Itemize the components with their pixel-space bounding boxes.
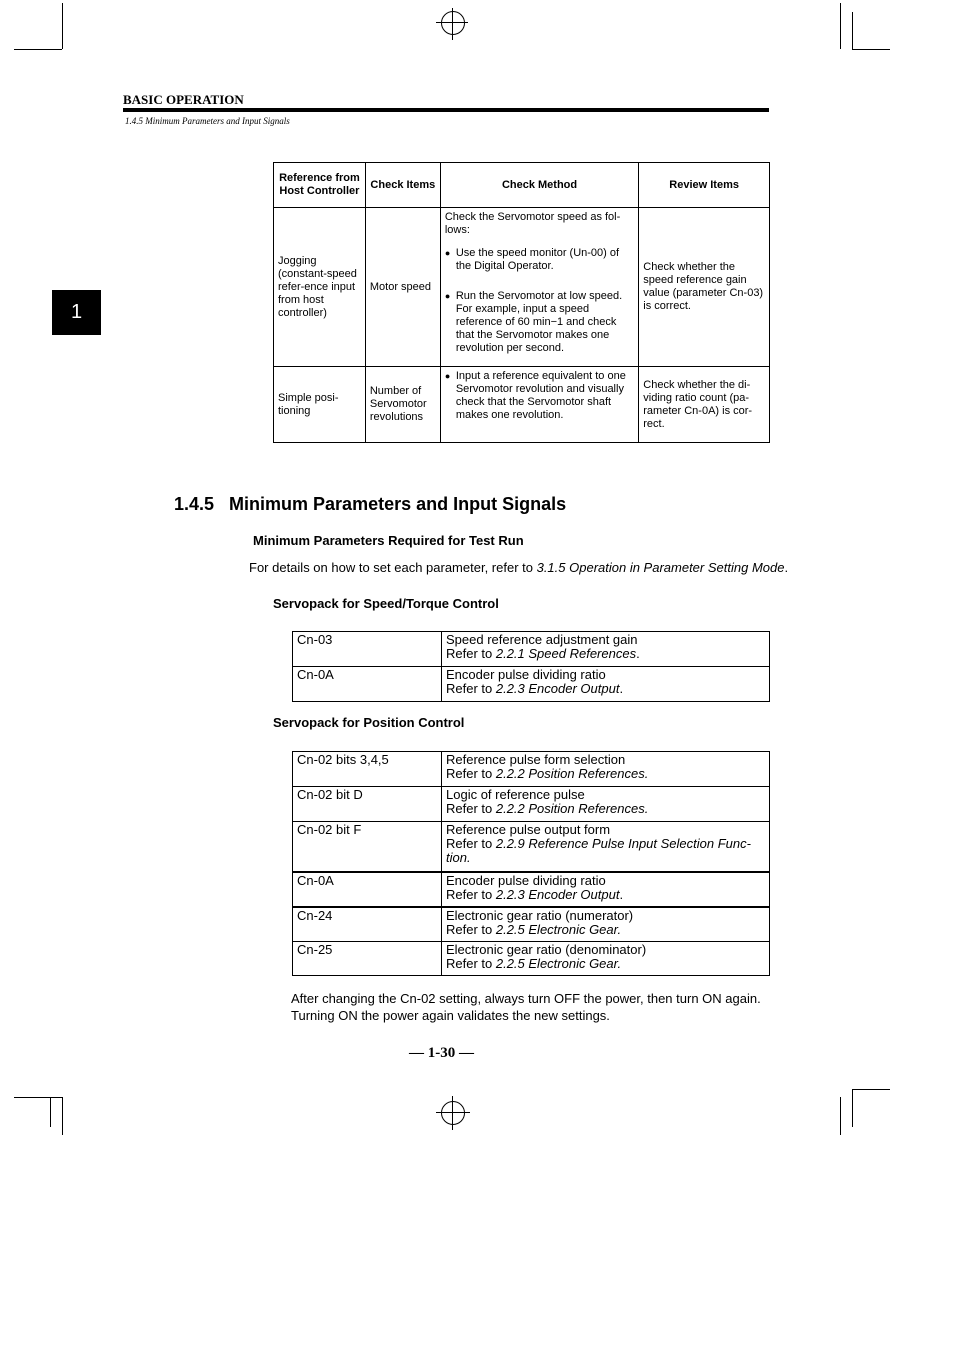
col-header-review-items: Review Items [639,163,770,208]
intro-reference: 3.1.5 Operation in Parameter Setting Mode [536,560,785,575]
param-ref-line [446,802,765,816]
param-desc-cell [442,907,770,942]
param-ref: 2.2.5 Electronic Gear. [495,956,622,971]
refer-prefix: Refer to [446,836,496,851]
param-cell: Cn-0A [293,872,442,907]
refer-prefix: Refer to [446,886,496,902]
col-header-check-method: Check Method [440,163,638,208]
param-desc: Electronic gear ratio (numerator) [446,907,634,923]
param-ref-line [446,647,765,661]
param-desc-cell [442,667,770,702]
ref-suffix: . [619,681,624,696]
section-title: 1.4.5 Minimum Parameters and Input Signals [174,494,567,514]
table-row [274,208,770,367]
method-bullet: ● Use the speed monitor (Un-00) of the Digital Operator. [445,247,634,273]
check-method-cell [440,367,638,443]
refer-prefix: Refer to [446,956,496,971]
param-desc: Electronic gear ratio (denominator) [446,942,647,957]
refer-prefix: Refer to [446,921,496,937]
refer-prefix: Refer to [446,681,496,696]
table-row [293,872,770,907]
param-ref-line [446,957,765,971]
chapter-tab: 1 [52,290,101,335]
param-cell: Cn-02 bit F [293,822,442,872]
param-desc: Reference pulse form selection [446,752,626,767]
reference-cell: Jogging (constant-speed refer-ence input from host controller) [274,208,366,367]
param-ref: 2.2.2 Position References. [495,766,649,781]
position-table [292,751,770,976]
method-bullet: ● Run the Servomotor at low speed. For example, input a speed reference of 60 min−1 and check that the Servomotor makes one revolution per second. [445,290,634,355]
param-cell: Cn-25 [293,942,442,976]
table-row [293,752,770,787]
refer-prefix: Refer to [446,646,496,661]
refer-prefix: Refer to [446,766,496,781]
subsection-title: Minimum Parameters Required for Test Run [253,533,524,548]
param-ref: 2.2.3 Encoder Output [495,886,620,902]
refer-prefix: Refer to [446,801,496,816]
param-ref-line [446,682,765,696]
intro-end: . [784,560,789,575]
check-table-header [274,163,770,208]
running-header-title: BASIC OPERATION [123,92,244,107]
method-intro: Check the Servomotor speed as fol-lows: [444,211,621,236]
param-desc-cell [442,787,770,822]
param-cell: Cn-03 [293,632,442,667]
power-cycle-note: After changing the Cn-02 setting, always turn OFF the power, then turn ON again. Turning ON the power again validates the new settings. [291,991,761,1023]
param-cell: Cn-02 bit D [293,787,442,822]
param-ref: 2.2.2 Position References. [495,801,649,816]
check-item-cell: Number of Servomotor revolutions [365,367,440,443]
param-ref-line [446,888,765,902]
running-header-subtitle: 1.4.5 Minimum Parameters and Input Signals [125,116,290,126]
param-desc-cell [442,872,770,907]
header-rule [123,108,769,112]
intro-text: For details on how to set each parameter, refer to [249,560,537,575]
param-desc-cell [442,822,770,872]
col-header-check-items: Check Items [365,163,440,208]
table-row [293,632,770,667]
param-desc: Encoder pulse dividing ratio [446,667,606,682]
intro-paragraph [249,560,788,575]
param-desc-cell [442,632,770,667]
page-number: — 1-30 — [409,1045,474,1061]
table-row [293,942,770,976]
table-row [293,787,770,822]
col-header-reference: Reference from Host Controller [274,163,366,208]
table-row [293,667,770,702]
param-ref-line [446,923,765,937]
param-desc: Reference pulse output form [446,822,611,837]
review-item-cell: Check whether the di-viding ratio count (pa-rameter Cn-0A) is cor-rect. [639,367,770,443]
reference-cell: Simple posi-tioning [274,367,366,443]
param-desc: Speed reference adjustment gain [446,632,638,647]
table-row [293,822,770,872]
check-method-cell [440,208,638,367]
ref-suffix: . [619,886,624,902]
param-ref: 2.2.1 Speed References [495,646,637,661]
param-cell: Cn-24 [293,907,442,942]
param-ref: 2.2.9 Reference Pulse Input Selection Func-tion. [446,836,751,865]
method-bullet: ● Input a reference equivalent to one Servomotor revolution and visually check that the Servomotor shaft makes one revolution. [445,370,634,422]
position-heading: Servopack for Position Control [273,715,465,730]
speed-torque-heading: Servopack for Speed/Torque Control [273,596,499,611]
check-item-cell: Motor speed [365,208,440,367]
param-ref-line [446,837,765,865]
ref-suffix: . [636,646,640,661]
param-desc: Encoder pulse dividing ratio [446,872,606,888]
param-desc-cell [442,942,770,976]
table-row [274,367,770,443]
param-cell: Cn-02 bits 3,4,5 [293,752,442,787]
param-desc: Logic of reference pulse [446,787,585,802]
param-desc-cell [442,752,770,787]
speed-torque-table [292,631,770,702]
param-cell: Cn-0A [293,667,442,702]
param-ref: 2.2.5 Electronic Gear. [495,921,622,937]
table-row [293,907,770,942]
param-ref: 2.2.3 Encoder Output [495,681,620,696]
check-table [273,162,770,443]
review-item-cell: Check whether the speed reference gain value (parameter Cn-03) is correct. [639,208,770,367]
param-ref-line [446,767,765,781]
